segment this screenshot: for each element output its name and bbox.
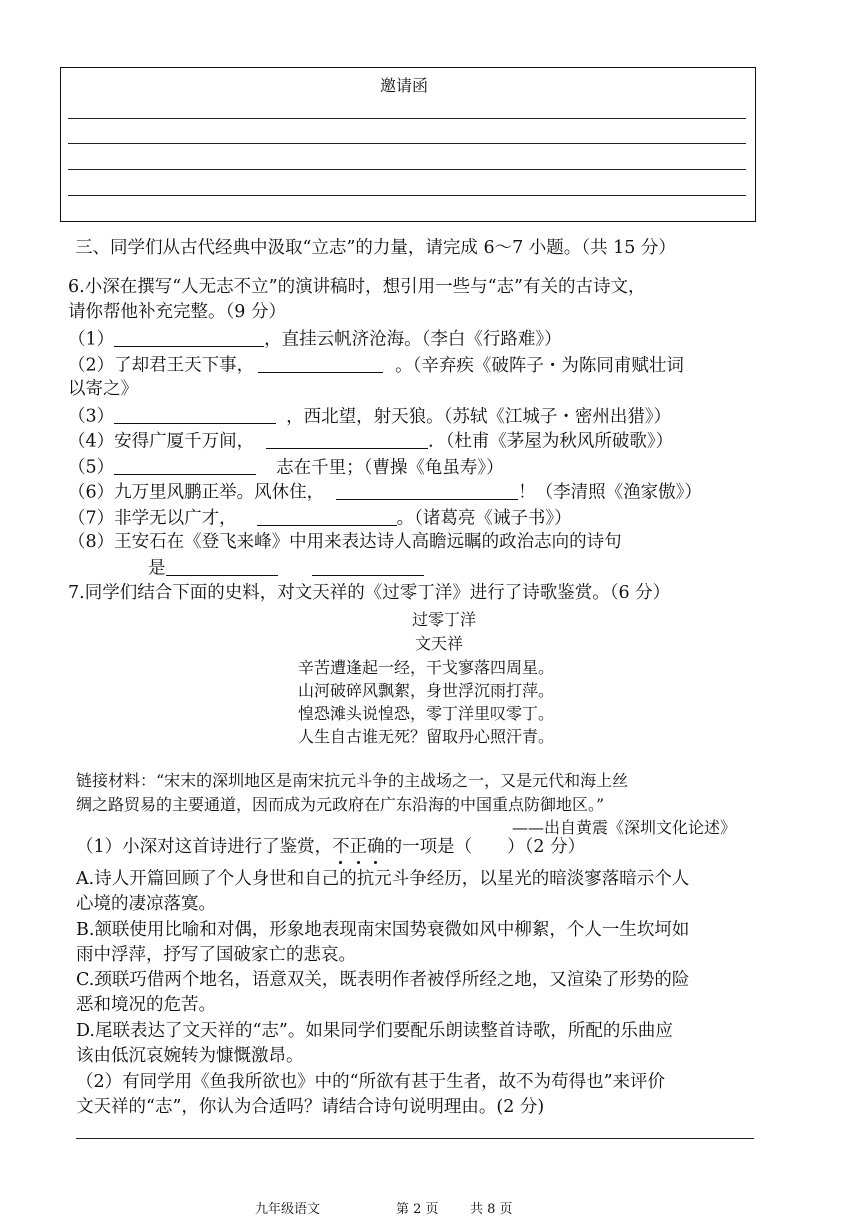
option-d: D.尾联表达了文天祥的“志”。如果同学们要配乐朗读整首诗歌，所配的乐曲应 (76, 1021, 673, 1041)
item-text: 了却君王天下事， (114, 355, 255, 376)
sub1-text: 的一项是（ ）（2 分） (384, 837, 586, 857)
question-7-sub2: （2）有同学用《鱼我所欲也》中的“所欲有甚于生者，故不为苟得也”来评价 (76, 1072, 666, 1092)
item-text: 志在千里；（曹操《龟虽寿》） (276, 457, 504, 478)
item-text: ．（杜甫《茅屋为秋风所破歌》） (428, 431, 674, 452)
answer-blank[interactable] (336, 481, 518, 500)
footer-total: 共 8 页 (470, 1202, 513, 1217)
blank-item-1 (68, 328, 562, 351)
item-number: （1） (68, 329, 115, 350)
blank-item-3 (68, 405, 671, 428)
blank-item-4 (68, 430, 673, 453)
question-7-sub2: 文天祥的“志”，你认为合适吗？请结合诗句说明理由。(2 分) (76, 1097, 545, 1117)
item-text: 。（辛弃疾《破阵子・为陈同甫赋壮词 (395, 355, 684, 376)
answer-blank[interactable] (312, 557, 424, 576)
option-c: 恶和境况的危苦。 (76, 995, 216, 1015)
question-6-stem: 请你帮他补充完整。（9 分） (68, 302, 286, 322)
item-text: 。（诸葛亮《诫子书》） (396, 508, 572, 529)
poem-author: 文天祥 (415, 634, 464, 653)
question-7-stem: 7.同学们结合下面的史料，对文天祥的《过零丁洋》进行了诗歌鉴赏。（6 分） (68, 583, 671, 603)
blank-item-8 (68, 532, 622, 553)
invitation-answer-line (68, 195, 746, 196)
blank-item-2 (68, 354, 684, 377)
poem-title: 过零丁洋 (412, 610, 477, 629)
blank-item-6 (68, 481, 702, 504)
blank-item-2-continuation: 以寄之》 (68, 379, 138, 399)
item-text: ，直挂云帆济沧海。（李白《行路难》） (264, 329, 562, 350)
item-text: 安得广厦千万间， (114, 431, 255, 452)
option-b: B.颔联使用比喻和对偶，形象地表现南宋国势衰微如风中柳絮，个人一生坎坷如 (76, 920, 690, 940)
question-6-stem: 6.小深在撰写“人无志不立”的演讲稿时，想引用一些与“志”有关的古诗文， (68, 277, 646, 297)
option-a: 心境的凄凉落寞。 (76, 894, 216, 914)
answer-blank[interactable] (166, 557, 278, 576)
item-number: （8） (68, 532, 115, 552)
answer-blank[interactable] (114, 328, 264, 347)
item-number: （3） (68, 406, 115, 427)
item-text: 王安石在《登飞来峰》中用来表达诗人高瞻远瞩的政治志向的诗句 (114, 532, 622, 552)
item-number: （7） (68, 508, 115, 529)
item-number: （2） (68, 355, 115, 376)
poem-line: 惶恐滩头说惶恐，零丁洋里叹零丁。 (298, 704, 555, 723)
question-7-sub1 (76, 837, 585, 858)
invitation-answer-line (68, 118, 746, 119)
invitation-answer-line (68, 143, 746, 144)
option-c: C.颈联巧借两个地名，语意双关，既表明作者被俘所经之地，又渲染了形势的险 (76, 970, 690, 990)
option-b: 雨中浮萍，抒写了国破家亡的悲哀。 (76, 945, 356, 965)
footer-subject: 九年级语文 (255, 1202, 321, 1217)
poem-line: 人生自古谁无死？留取丹心照汗青。 (298, 727, 555, 746)
link-material: 绸之路贸易的主要通道，因而成为元政府在广东沿海的中国重点防御地区。” (76, 795, 605, 814)
invitation-answer-line (68, 169, 746, 170)
poem-line: 辛苦遭逢起一经，干戈寥落四周星。 (298, 658, 555, 677)
answer-line[interactable] (76, 1138, 754, 1139)
link-material: 链接材料：“宋末的深圳地区是南宋抗元斗争的主战场之一，又是元代和海上丝 (76, 771, 629, 790)
emphasis-char: 确 (367, 837, 385, 857)
item-number: （4） (68, 431, 115, 452)
invitation-title: 邀请函 (380, 76, 429, 95)
answer-blank[interactable] (258, 354, 383, 373)
option-a: A.诗人开篇回顾了个人身世和自己的抗元斗争经历，以星光的暗淡寥落暗示个人 (76, 869, 690, 889)
item-text: 九万里风鹏正举。风休住， (114, 482, 325, 503)
item-number: （6） (68, 482, 115, 503)
item-number: （5） (68, 457, 115, 478)
answer-blank[interactable] (114, 456, 256, 475)
section-heading: 三、同学们从古代经典中汲取“立志”的力量，请完成 6～7 小题。（共 15 分） (75, 238, 676, 258)
item-text: ，西北望，射天狼。（苏轼《江城子・密州出猎》） (286, 406, 672, 427)
option-d: 该由低沉哀婉转为慷慨激昂。 (76, 1046, 304, 1066)
answer-blank[interactable] (266, 430, 428, 449)
item-text: ！（李清照《渔家傲》） (518, 482, 702, 503)
footer-page: 第 2 页 (396, 1202, 439, 1217)
poem-line: 山河破碎风飘絮，身世浮沉雨打萍。 (298, 681, 555, 700)
answer-blank[interactable] (114, 405, 276, 424)
sub1-text: （1）小深对这首诗进行了鉴赏， (76, 837, 333, 857)
item-text: 非学无以广才， (114, 508, 237, 529)
item-text: 是 (148, 558, 166, 579)
emphasis-char: 不 (332, 837, 350, 857)
blank-item-5 (68, 456, 504, 479)
blank-item-7 (68, 507, 572, 530)
emphasis-char: 正 (349, 837, 368, 857)
link-material-source: ——出自黄震《深圳文化论述》 (512, 818, 737, 837)
answer-blank[interactable] (257, 507, 397, 526)
blank-item-8-answer (148, 557, 424, 580)
